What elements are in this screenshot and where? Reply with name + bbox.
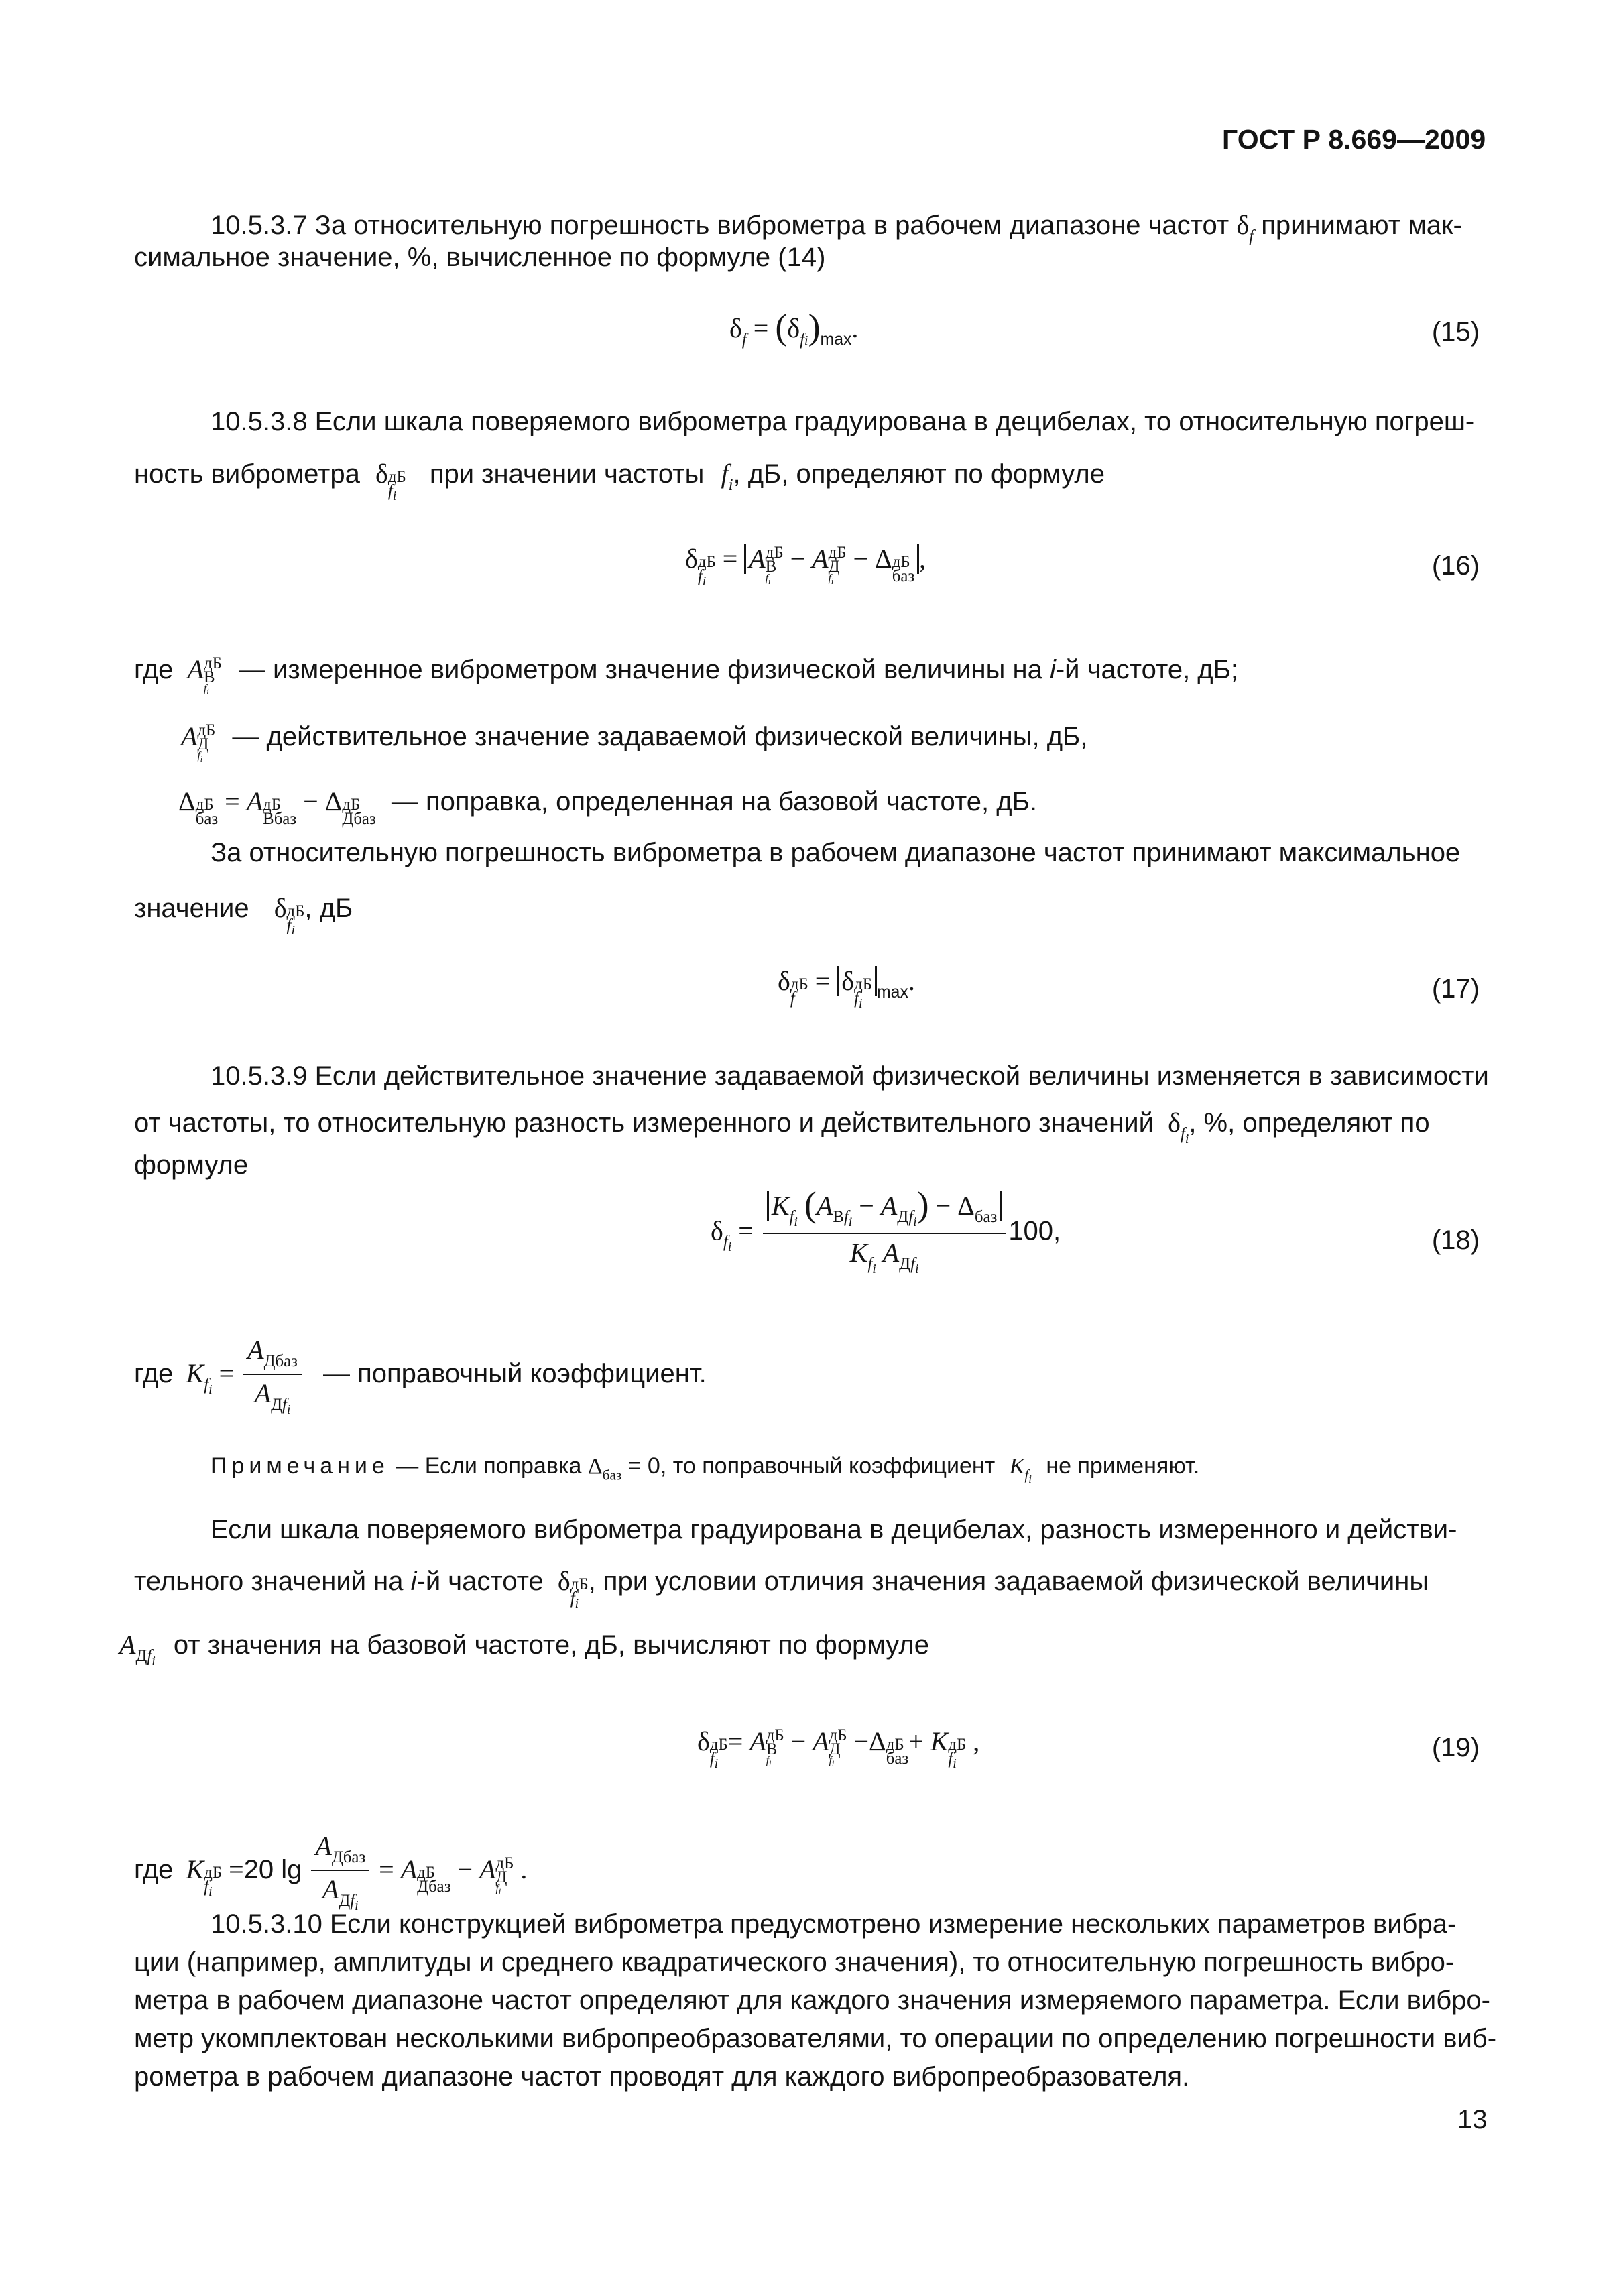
paragraph-10-5-3-7-line2: симальное значение, %, вычисленное по формуле (14) bbox=[134, 243, 826, 272]
definition-K-fi: где $K_{f_i}$ = $\frac{A_{Дбаз}}{A_{Дf_i}}$ — поправочный коэффициент. bbox=[134, 1335, 707, 1418]
paragraph-db-difference-line3: $A_{Дf_i}$ от значения на базовой частоте, дБ, вычисляют по формуле bbox=[119, 1630, 929, 1669]
paragraph-10-5-3-10-line3: метра в рабочем диапазоне частот определяют для каждого значения измеряемого параметра. Если вибро- bbox=[134, 1986, 1490, 2015]
definition-A-measured: где A дБ В $f_i$ — измеренное виброметром значение физической величины на i-й частоте, дБ; bbox=[134, 654, 1238, 697]
text: принимают мак- bbox=[1261, 210, 1462, 240]
delta-f-symbol: $\delta_f$ bbox=[1236, 210, 1254, 246]
f-i-symbol: $f_i$ bbox=[721, 459, 733, 495]
paragraph-10-5-3-8-line1: 10.5.3.8 Если шкала поверяемого виброметра градуирована в децибелах, то относительную погреш- bbox=[211, 407, 1475, 436]
text: 10.5.3.7 За относительную погрешность виброметра в рабочем диапазоне частот bbox=[211, 210, 1229, 240]
paragraph-10-5-3-10-line4: метр укомплектован несколькими вибропреобразователями, то операции по определению погрешности виб- bbox=[134, 2024, 1497, 2053]
equation-15: $\delta_f = (\delta_{fi})_{max}$. bbox=[729, 306, 859, 349]
equation-17: δ дБ f = δ дБ $f_i$ $_{max}$. bbox=[778, 966, 915, 1011]
equation-19: δ дБ $f_i$ = A дБ В $f_i$ − A дБ Д $f_i$ −Δ дБ баз + K дБ $f_i$ , bbox=[697, 1726, 980, 1771]
document-header-title: ГОСТ Р 8.669—2009 bbox=[1222, 124, 1486, 155]
paragraph-10-5-3-10-line5: рометра в рабочем диапазоне частот проводят для каждого вибропреобразователя. bbox=[134, 2062, 1190, 2092]
delta-db-fi-symbol: δ дБ $f_i$ bbox=[375, 459, 406, 503]
definition-K-db: где K дБ $f_i$ =20 lg $\frac{A_{Дбаз}}{A_{Дf_i}}$ = A дБ Дбаз − A дБ Д $f_i$ . bbox=[134, 1831, 528, 1914]
paragraph-max-db-line1: За относительную погрешность виброметра в рабочем диапазоне частот принимают максимальное bbox=[211, 838, 1461, 867]
paragraph-10-5-3-8-line2: ность виброметра δ дБ $f_i$ при значении частоты $f_i$, дБ, определяют по формуле bbox=[134, 459, 1105, 503]
note: Примечание — Если поправка $\Delta_{баз} = 0$, то поправочный коэффициент $K_{f_i}$ не применяют. bbox=[211, 1453, 1200, 1486]
paragraph-10-5-3-7-line1 bbox=[211, 209, 1462, 246]
paragraph-db-difference-line2: тельного значений на i-й частоте δ дБ $f_i$ , при условии отличия значения задаваемой физической величины bbox=[134, 1566, 1429, 1611]
equation-number-17: (17) bbox=[1431, 974, 1480, 1004]
definition-delta-base: Δ дБ баз = A дБ Вбаз − Δ дБ Дбаз — поправка, определенная на базовой частоте, дБ. bbox=[178, 786, 1037, 828]
definition-A-actual: A дБ Д $f_i$ — действительное значение задаваемой физической величины, дБ, bbox=[181, 721, 1088, 764]
paragraph-max-db-line2: значение δ дБ $f_i$ , дБ bbox=[134, 893, 353, 938]
equation-18: $\delta_{f_i}$ = $\frac{K_{f_i} (A_{Вf_i} - A_{Дf_i}) - \Delta_{баз}}{K_{f_i} A_{Дf_i}}$ 100, bbox=[711, 1184, 1061, 1277]
paragraph-10-5-3-10-line1: 10.5.3.10 Если конструкцией виброметра предусмотрено измерение нескольких параметров вибра- bbox=[211, 1909, 1457, 1939]
equation-16: δ дБ $f_i$ = A дБ В $f_i$ − A дБ Д $f_i$ − Δ дБ баз , bbox=[685, 543, 926, 589]
equation-number-19: (19) bbox=[1431, 1733, 1480, 1762]
page-number: 13 bbox=[1457, 2105, 1488, 2134]
equation-number-15: (15) bbox=[1431, 317, 1480, 347]
equation-number-16: (16) bbox=[1431, 551, 1480, 581]
paragraph-10-5-3-9-line2: от частоты, то относительную разность измеренного и действительного значений $\delta_{f_i}$, %, определяют по bbox=[134, 1107, 1430, 1147]
paragraph-10-5-3-10-line2: ции (например, амплитуды и среднего квадратического значения), то относительную погрешность вибро- bbox=[134, 1947, 1455, 1977]
equation-number-18: (18) bbox=[1431, 1225, 1480, 1255]
paragraph-10-5-3-9-line3: формуле bbox=[134, 1150, 249, 1180]
paragraph-db-difference-line1: Если шкала поверяемого виброметра градуирована в децибелах, разность измеренного и действи- bbox=[211, 1515, 1457, 1545]
note-label: Примечание bbox=[211, 1453, 389, 1479]
paragraph-10-5-3-9-line1: 10.5.3.9 Если действительное значение задаваемой физической величины изменяется в зависимости bbox=[211, 1061, 1489, 1091]
